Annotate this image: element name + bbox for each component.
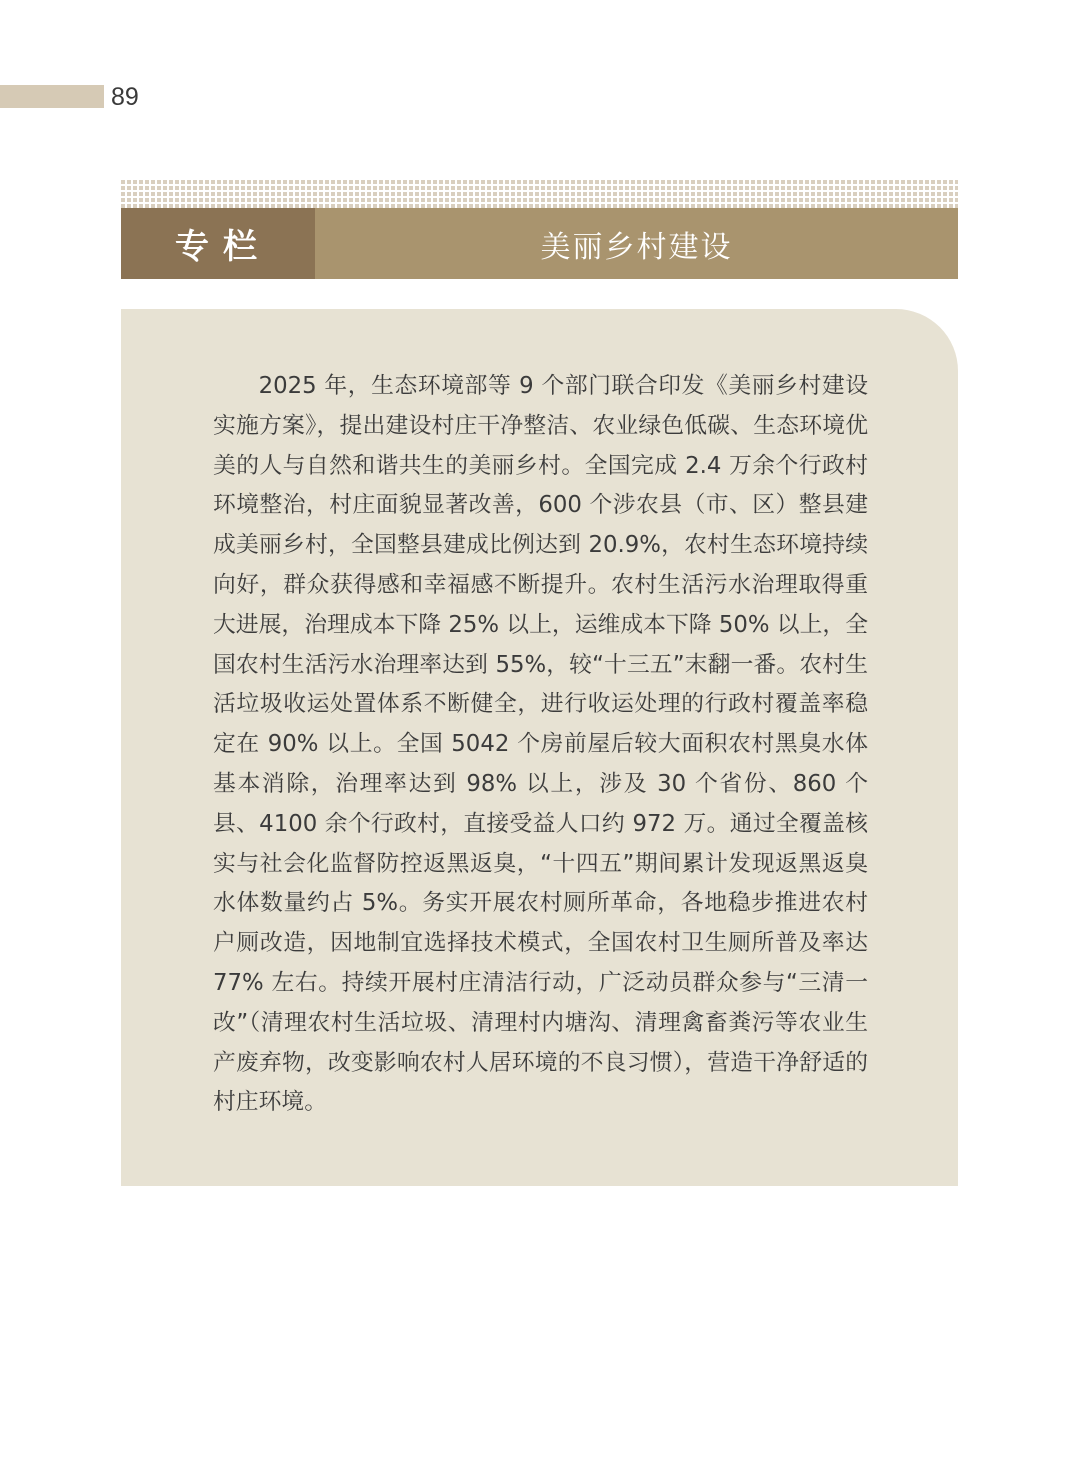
column-header	[121, 208, 958, 279]
body-paragraph: 2025 年，生态环境部等 9 个部门联合印发《美丽乡村建设实施方案》，提出建设村庄干净整洁、农业绿色低碳、生态环境优美的人与自然和谐共生的美丽乡村。全国完成 2.4 万余个行政村环境整治，村庄面貌显著改善，600 个涉农县（市、区）整县建成美丽乡村，全国整县建成比例达到 20.9%，农村生态环境持续向好，群众获得感和幸福感不断提升。农村生活污水治理取得重大进展，治理成本下降 25% 以上，运维成本下降 50% 以上，全国农村生活污水治理率达到 55%，较“十三五”末翻一番。农村生活垃圾收运处置体系不断健全，进行收运处理的行政村覆盖率稳定在 90% 以上。全国 5042 个房前屋后较大面积农村黑臭水体基本消除，治理率达到 98% 以上，涉及 30 个省份、860 个县、4100 余个行政村，直接受益人口约 972 万。通过全覆盖核实与社会化监督防控返黑返臭，“十四五”期间累计发现返黑返臭水体数量约占 5%。务实开展农村厕所革命，各地稳步推进农村户厕改造，因地制宜选择技术模式，全国农村卫生厕所普及率达 77% 左右。持续开展村庄清洁行动，广泛动员群众参与“三清一改”（清理农村生活垃圾、清理村内塘沟、清理禽畜粪污等农业生产废弃物，改变影响农村人居环境的不良习惯），营造干净舒适的村庄环境。	[213, 373, 868, 1116]
page-number: 89	[111, 83, 139, 111]
column-tag: 专栏	[121, 208, 315, 279]
column-content-box	[121, 309, 958, 1186]
page-number-bar	[0, 85, 104, 108]
decorative-dot-band	[121, 180, 958, 208]
column-title: 美丽乡村建设	[540, 229, 733, 265]
